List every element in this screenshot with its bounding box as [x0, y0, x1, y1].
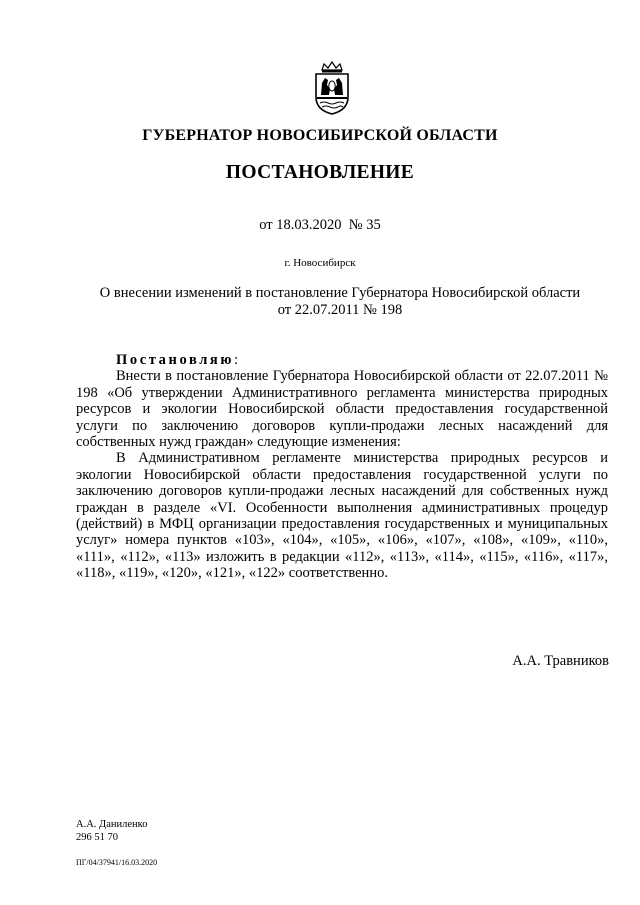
- decree-word: Постановляю: [116, 352, 235, 368]
- document-type-title: ПОСТАНОВЛЕНИЕ: [225, 162, 415, 183]
- novosibirsk-coat-of-arms-icon: [312, 61, 352, 115]
- subject-line-2: от 22.07.2011 № 198: [277, 302, 403, 318]
- decree-colon: :: [234, 352, 239, 368]
- document-subject: [60, 285, 620, 319]
- executor-name: А.А. Даниленко: [76, 819, 148, 830]
- body-paragraph-2: В Административном регламенте министерства природных ресурсов и экологии Новосибирской области предоставления государственной услуги по заключению договоров купли-продажи лесных насаждений для собственных нужд граждан в разделе «VI. Особенности выполнения административных процедур (действий) в МФЦ организации предоставления государственных и муниципальных услуг» номера пунктов «103», «104», «105», «106», «107», «108», «109», «110», «111», «112», «113» изложить в редакции «112», «113», «114», «115», «116», «117», «118», «119», «120», «121», «122» соответственно.: [76, 450, 608, 582]
- document-body: [76, 352, 608, 582]
- document-code: ПГ/04/37941/16.03.2020: [76, 858, 158, 867]
- executor-block: [76, 819, 147, 844]
- subject-line-1: О внесении изменений в постановление Губернатора Новосибирской области: [99, 285, 581, 301]
- issuing-authority: ГУБЕРНАТОР НОВОСИБИРСКОЙ ОБЛАСТИ: [142, 127, 498, 144]
- document-date-number: от 18.03.2020 № 35: [259, 217, 381, 233]
- executor-phone: 296 51 70: [76, 831, 118, 843]
- body-paragraph-1: Внести в постановление Губернатора Новосибирской области от 22.07.2011 № 198 «Об утверждении Административного регламента министерства природных ресурсов и экологии Новосибирской области предоставления государственной услуги по заключению договоров купли-продажи лесных насаждений для собственных нужд граждан» следующие изменения:: [76, 368, 608, 451]
- signatory-name: А.А. Травников: [512, 653, 609, 669]
- document-place: г. Новосибирск: [284, 257, 356, 269]
- decree-heading: [76, 352, 608, 368]
